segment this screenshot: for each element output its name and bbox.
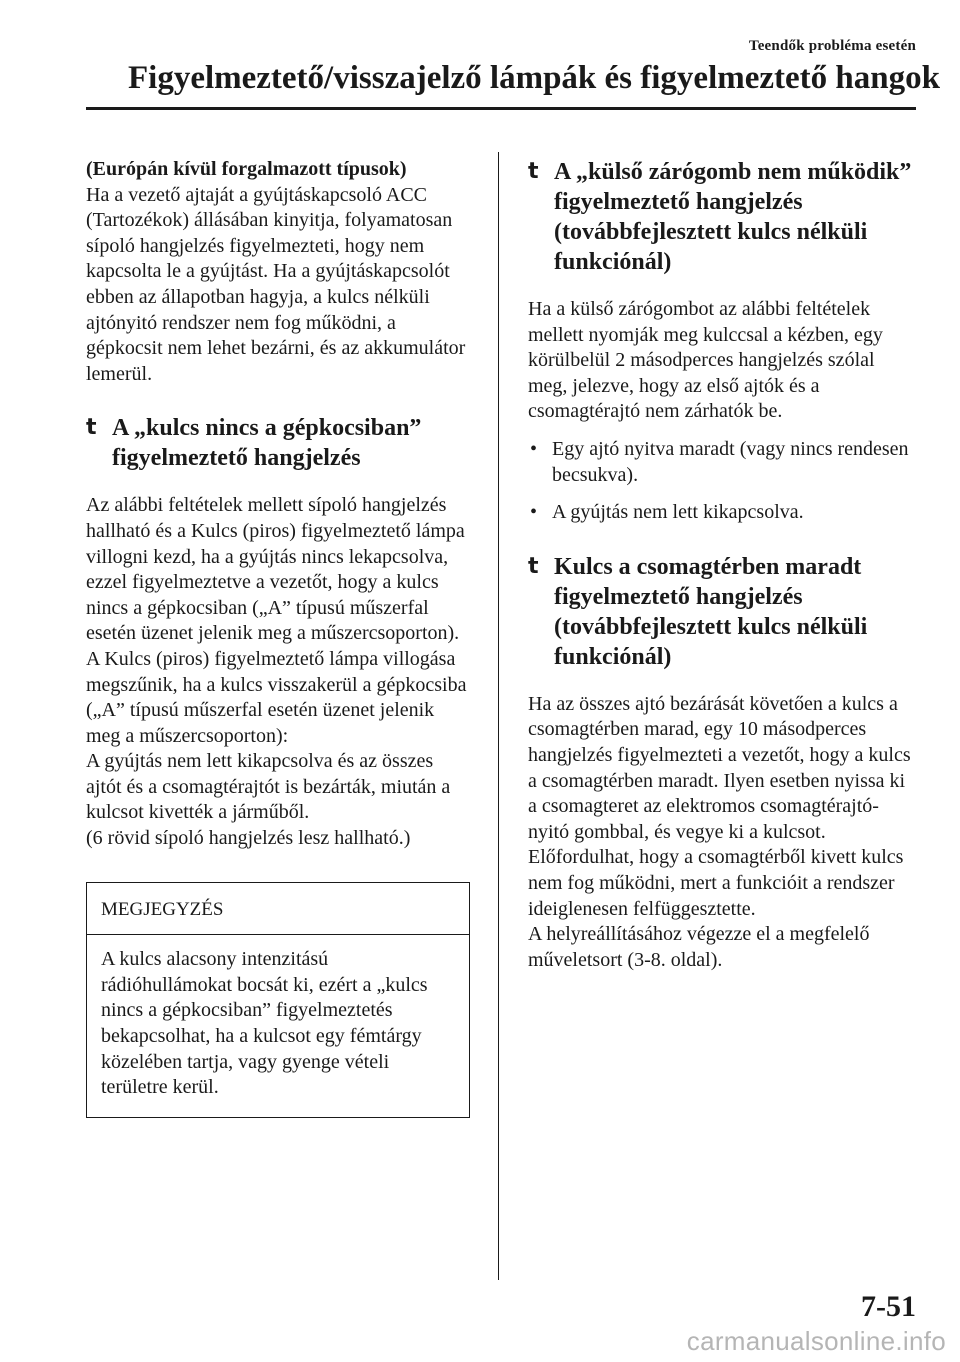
paragraph: A gyújtás nem lett kikapcsolva és az összes ajtót és a csomagtérajtót is bezárták, miután a kulcsot kivették a járműből. (86, 750, 451, 824)
watermark: carmanualsonline.info (686, 1326, 946, 1356)
right-column (528, 157, 918, 973)
bullet-icon: • (530, 437, 538, 460)
intro-heading: (Európán kívül forgalmazott típusok) (86, 158, 407, 180)
intro-paragraph: Ha a vezető ajtaját a gyújtáskapcsoló ACC (Tartozékok) állásában kinyitja, folyamatosan sípoló hangjelzés figyelmezteti, hogy nem kapcsolta le a gyújtást. Ha a gyújtáskapcsolót ebben az állapotban hagyja, a kulcs nélküli ajtónyitó rendszer nem fog működni, a gépkocsit nem lehet bezárni, és az akkumulátor lemerül. (86, 183, 466, 385)
section-heading-key-in-trunk (528, 552, 918, 672)
paragraph: (6 rövid sípoló hangjelzés lesz hallható.) (86, 827, 411, 850)
note-title: MEGJEGYZÉS (87, 883, 469, 936)
section-heading-text: A „kulcs nincs a gépkocsiban” figyelmeztető hangjelzés (112, 415, 422, 472)
list-item-text: Egy ajtó nyitva maradt (vagy nincs rendesen becsukva). (552, 437, 909, 486)
section-heading-text: A „külső zárógomb nem működik” figyelmeztető hangjelzés (továbbfejlesztett kulcs nélküli funkciónál) (554, 159, 912, 275)
paragraph: Ha a külső zárógombot az alábbi feltételek mellett nyomják meg kulccsal a kézben, egy körülbelül 2 másodperces hangjelzés szólal meg, jelezve, hogy az első ajtók és a csomagtérajtó nem zárhatók be. (528, 298, 883, 423)
note-body: A kulcs alacsony intenzitású rádióhullámokat bocsát ki, ezért a „kulcs nincs a gépkocsiban” figyelmeztetés bekapcsolhat, ha a kulcsot egy fémtárgy közelében tartja, vagy gyenge vételi területre kerül. (101, 948, 428, 1099)
bullet-list (528, 437, 918, 526)
column-divider (498, 152, 499, 1280)
list-item (528, 500, 918, 526)
list-item-text: A gyújtás nem lett kikapcsolva. (552, 501, 804, 524)
page-title: Figyelmeztető/visszajelző lámpák és figyelmeztető hangok (128, 60, 940, 96)
paragraph: A Kulcs (piros) figyelmeztető lámpa villogása megszűnik, ha a kulcs visszakerül a gépkocsiba („A” típusú műszerfal esetén üzenet jelenik meg a műszercsoporton): (86, 647, 467, 747)
header-rule (86, 107, 916, 110)
section-header-label: Teendők probléma esetén (748, 38, 916, 54)
paragraph: A helyreállításához végezze el a megfelelő műveletsort (3-8. oldal). (528, 923, 870, 971)
paragraph: Ha az összes ajtó bezárását követően a kulcs a csomagtérben marad, egy 10 másodperces hangjelzés figyelmezteti a vezetőt, hogy a kulcs a csomagtérben maradt. Ilyen esetben nyissa ki a csomagteret az elektromos csomagtérajtó-nyitó gombbal, és vegye ki a kulcsot. Előfordulhat, hogy a csomagtérből kivett kulcs nem fog működni, mert a funkcióit a rendszer ideiglenesen felfüggesztette. (528, 692, 911, 920)
section-heading-key-not-in-vehicle (86, 413, 470, 473)
page-number: 7-51 (861, 1290, 916, 1323)
list-item (528, 437, 918, 488)
section-marker-icon: t (528, 159, 539, 184)
note-box (86, 882, 470, 1118)
section-heading-outer-button (528, 157, 918, 277)
section-marker-icon: t (528, 553, 539, 579)
paragraph: Az alábbi feltételek mellett sípoló hangjelzés hallható és a Kulcs (piros) figyelmeztető lámpa villogni kezd, ha a gyújtás nincs lekapcsolva, ezzel figyelmeztetve a vezetőt, hogy a kulcs nincs a gépkocsiban („A” típusú műszerfal esetén üzenet jelenik meg a műszercsoporton). (86, 494, 465, 645)
section-marker-icon: t (86, 415, 97, 441)
bullet-icon: • (530, 501, 538, 524)
section-heading-text: Kulcs a csomagtérben maradt figyelmeztető hangjelzés (továbbfejlesztett kulcs nélküli funkciónál) (554, 553, 868, 670)
left-column (86, 157, 470, 1118)
